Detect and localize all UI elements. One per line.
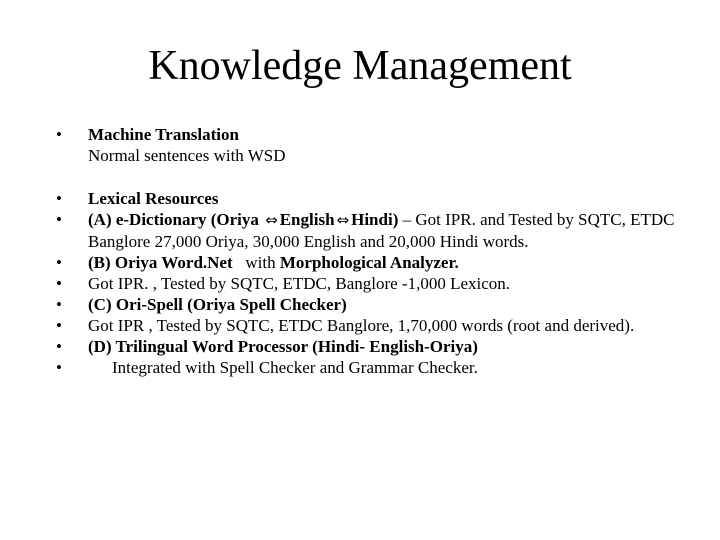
slide-title: Knowledge Management [148,43,572,89]
bullet-trilingual-word-processor-detail [56,357,696,378]
bullet-machine-translation [56,124,696,145]
bullet-ori-spell-detail [56,315,696,336]
e-dictionary-english: English [279,210,335,229]
machine-translation-heading: Machine Translation [88,125,239,144]
bullet-lexical-resources [56,188,696,209]
bidirectional-arrow-icon: ⇔ [336,211,350,229]
bullet-ori-spell [56,294,696,315]
e-dictionary-label: (A) e-Dictionary (Oriya [88,210,264,229]
lexical-resources-heading: Lexical Resources [88,189,219,208]
oriya-wordnet-label: (B) Oriya Word.Net [88,253,233,272]
bullet-glyph: • [56,125,62,144]
bullet-glyph: • [56,210,62,229]
bullet-oriya-wordnet-detail [56,273,696,294]
oriya-wordnet-detail: Got IPR. , Tested by SQTC, ETDC, Banglore -1,000 Lexicon. [88,274,511,293]
ori-spell-heading: (C) Ori-Spell (Oriya Spell Checker) [88,295,347,314]
oriya-wordnet-with: with [232,253,280,272]
trilingual-word-processor-detail: Integrated with Spell Checker and Grammar Checker. [112,358,478,377]
slide-body [56,124,696,378]
bullet-glyph: • [56,358,62,377]
bullet-trilingual-word-processor [56,336,696,357]
bidirectional-arrow-icon: ⇔ [265,211,278,229]
morphological-analyzer-label: Morphological Analyzer. [279,253,459,272]
spacer [56,166,696,188]
bullet-glyph: • [56,189,62,208]
machine-translation-subline: Normal sentences with WSD [88,146,286,165]
bullet-glyph: • [56,295,62,314]
bullet-glyph: • [56,274,62,293]
bullet-glyph: • [56,253,62,272]
bullet-glyph: • [56,337,62,356]
e-dictionary-detail: – Got IPR. and Tested by SQTC, ETDC Banglore 27,000 Oriya, 30,000 English and 20,000 Hindi words. [88,210,675,251]
trilingual-word-processor-heading: (D) Trilingual Word Processor (Hindi- English-Oriya) [88,337,478,356]
bullet-glyph: • [56,316,62,335]
bullet-oriya-wordnet [56,252,696,273]
ori-spell-detail: Got IPR , Tested by SQTC, ETDC Banglore, 1,70,000 words (root and derived). [88,316,635,335]
e-dictionary-hindi: Hindi) [351,210,399,229]
bullet-e-dictionary [56,209,696,252]
